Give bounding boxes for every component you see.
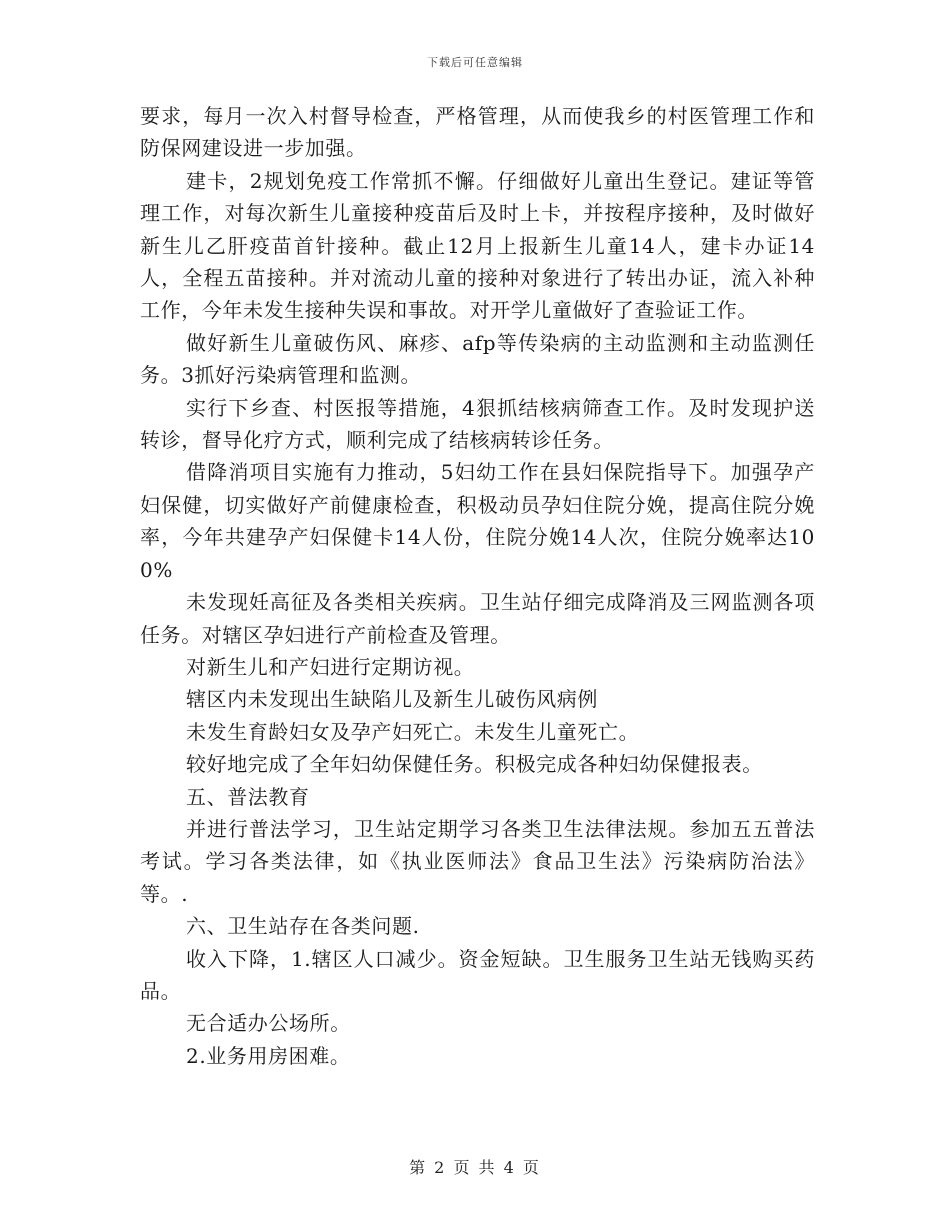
paragraph: 未发生育龄妇女及孕产妇死亡。未发生儿童死亡。 (186, 719, 640, 744)
section-heading: 五、普法教育 (186, 784, 310, 809)
paragraph: 收入下降，1.辖区人口减少。资金短缺。卫生服务卫生站无钱购买药品。 (140, 946, 815, 1003)
page-footer: 第 2 页 共 4 页 (409, 1158, 541, 1177)
paragraph: 无合适办公场所。 (186, 1011, 351, 1036)
paragraph: 对新生儿和产妇进行定期访视。 (186, 654, 475, 679)
paragraph: 要求，每月一次入村督导检查，严格管理，从而使我乡的村医管理工作和防保网建设进一步加强。 (140, 104, 815, 161)
section-heading: 六、卫生站存在各类问题. (186, 914, 420, 939)
paragraph: 做好新生儿童破伤风、麻疹、afp等传染病的主动监测和主动监测任务。3抓好污染病管理和监测。 (140, 330, 815, 388)
document-body (140, 100, 815, 1072)
paragraph: 实行下乡查、村医报等措施，4狠抓结核病筛查工作。及时发现护送转诊，督导化疗方式，顺利完成了结核病转诊任务。 (140, 395, 815, 453)
paragraph: 借降消项目实施有力推动，5妇幼工作在县妇保院指导下。加强孕产妇保健，切实做好产前健康检查，积极动员孕妇住院分娩，提高住院分娩率，今年共建孕产妇保健卡14人份，住院分娩14人次，住院分娩率达100% (140, 460, 815, 582)
paragraph: 2.业务用房困难。 (186, 1043, 351, 1068)
paragraph: 较好地完成了全年妇幼保健任务。积极完成各种妇幼保健报表。 (186, 752, 763, 777)
page-header: 下载后可任意编辑 (427, 56, 523, 69)
paragraph: 辖区内未发现出生缺陷儿及新生儿破伤风病例 (186, 687, 598, 712)
paragraph: 建卡，2规划免疫工作常抓不懈。仔细做好儿童出生登记。建证等管理工作，对每次新生儿童接种疫苗后及时上卡，并按程序接种，及时做好新生儿乙肝疫苗首针接种。截止12月上报新生儿童14人，建卡办证14人，全程五苗接种。并对流动儿童的接种对象进行了转出办证，流入补种工作，今年未发生接种失误和事故。对开学儿童做好了查验证工作。 (140, 168, 815, 323)
paragraph: 并进行普法学习，卫生站定期学习各类卫生法律法规。参加五五普法考试。学习各类法律，如《执业医师法》食品卫生法》污染病防治法》等。. (140, 816, 815, 906)
paragraph: 未发现妊高征及各类相关疾病。卫生站仔细完成降消及三网监测各项任务。对辖区孕妇进行产前检查及管理。 (140, 590, 815, 647)
